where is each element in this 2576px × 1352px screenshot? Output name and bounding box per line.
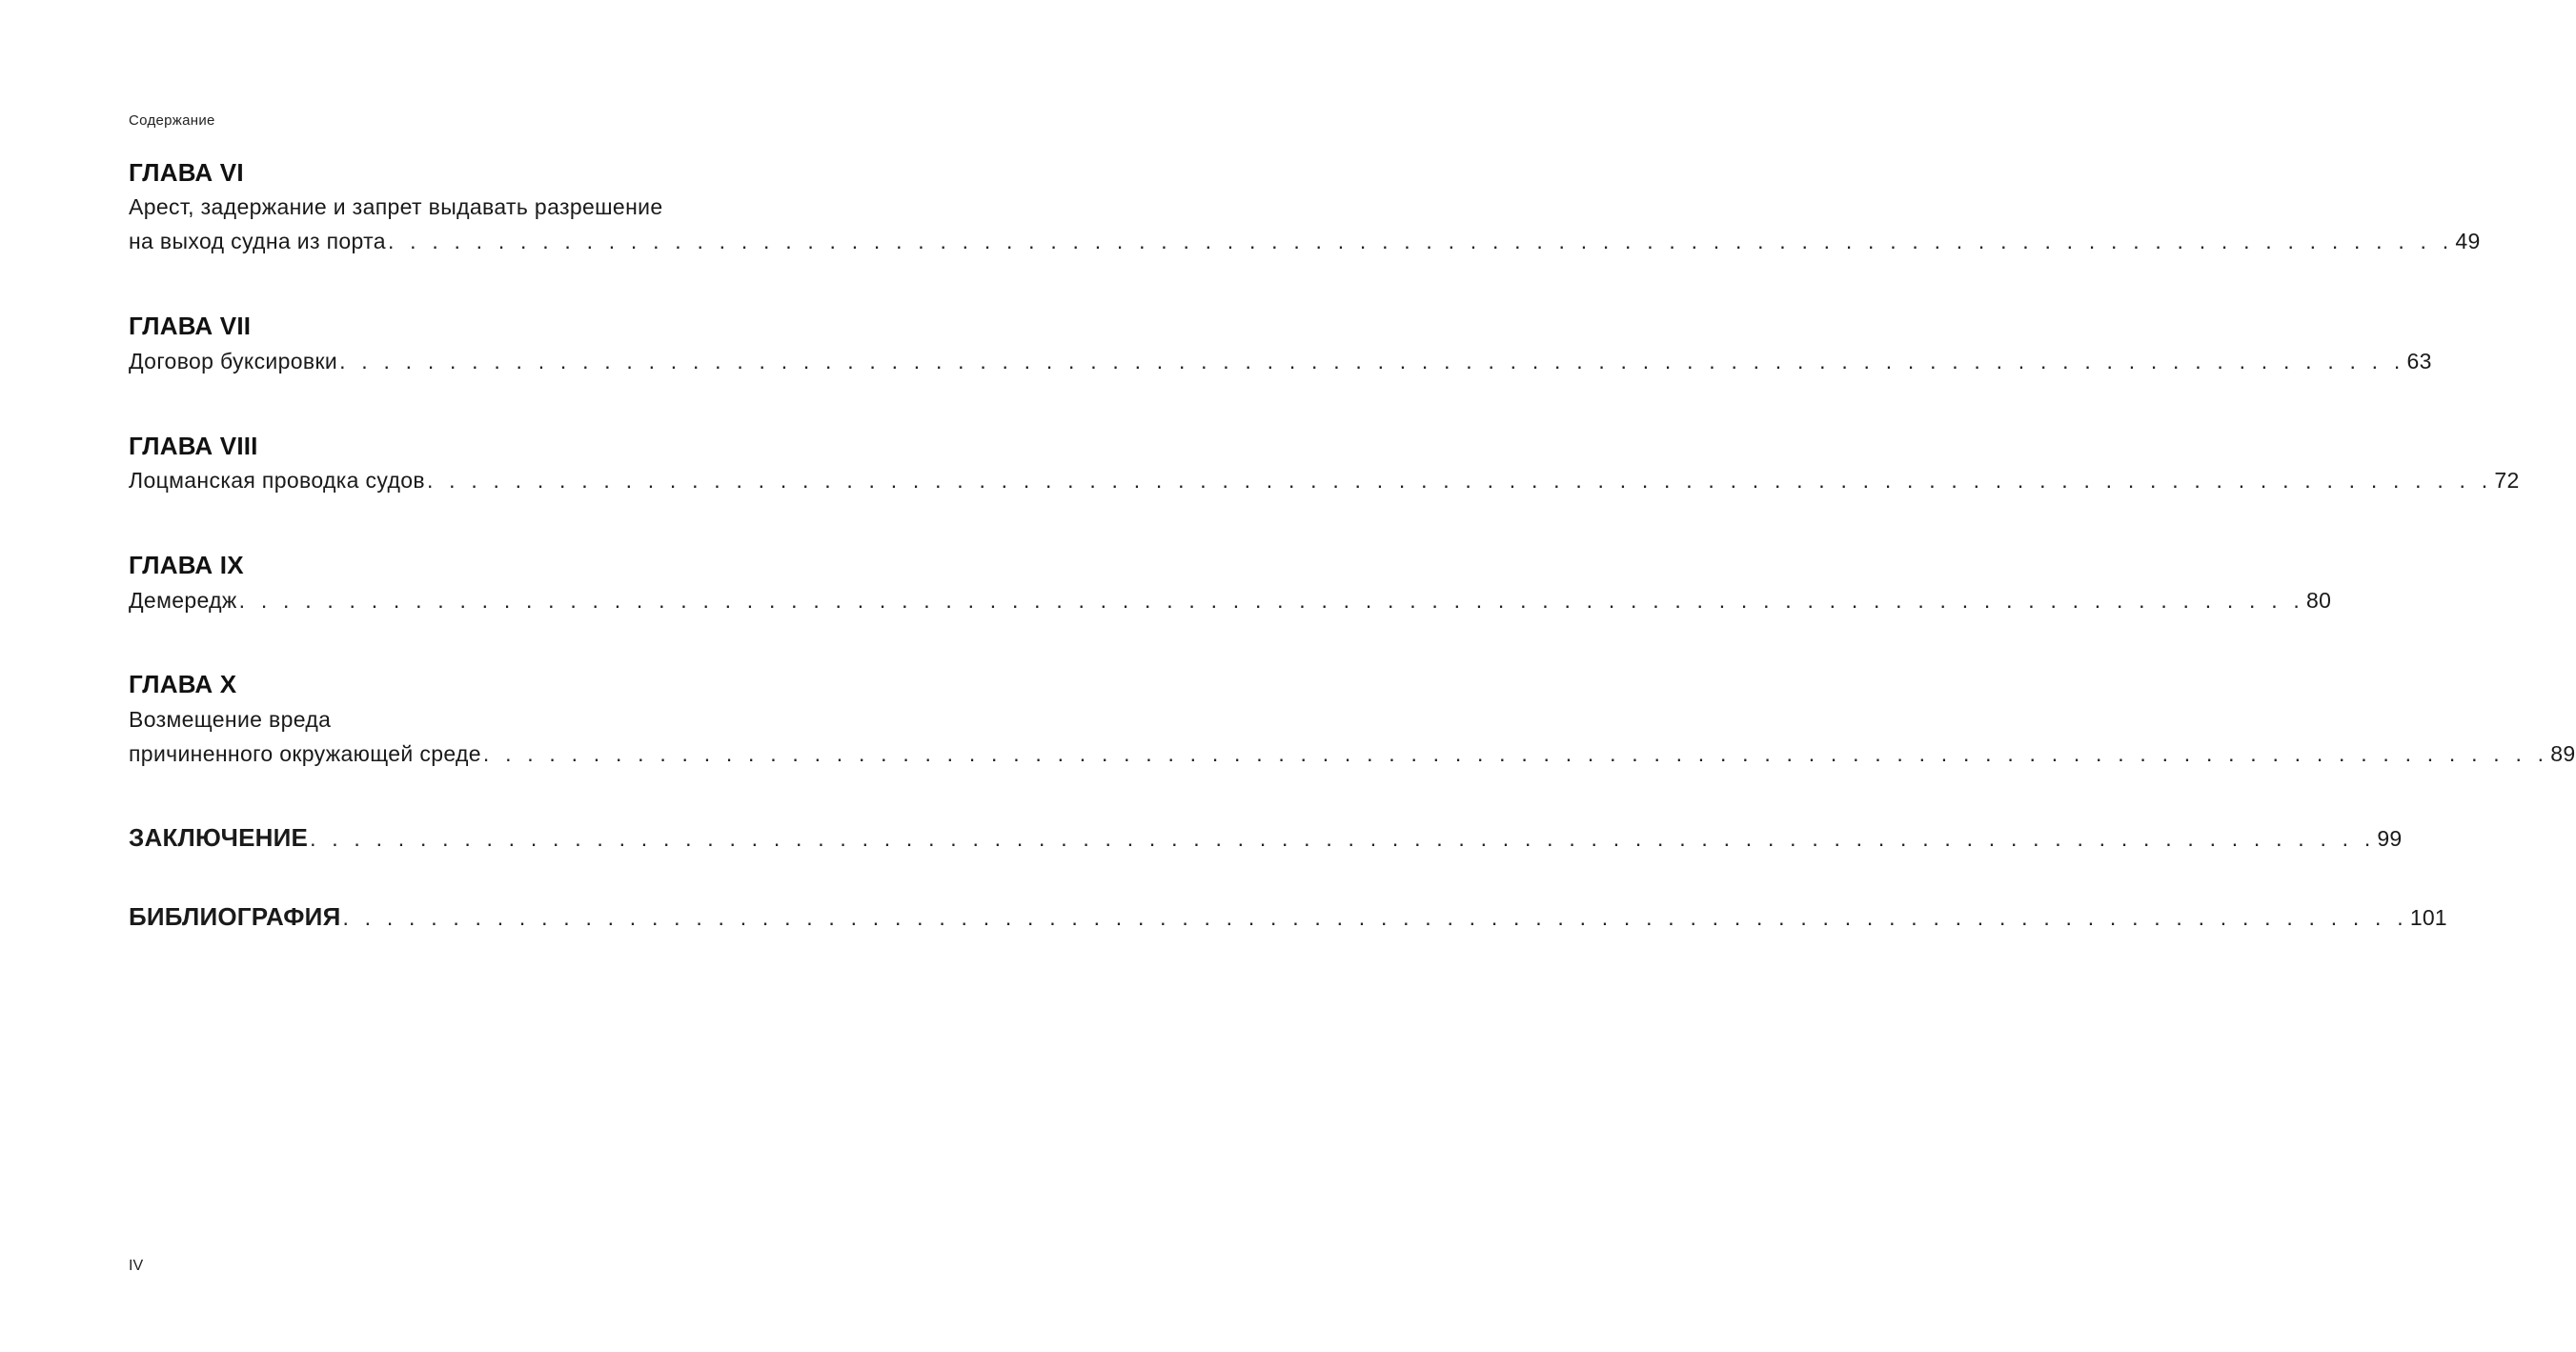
dot-leader: . . . . . . . . . . . . . . . . . . . . . . . . . . . . . . . . . . . . . . . . . . . . . . . . . . . . . . . . . . . . . . . . . . . . . . . . . . . . . . . . . . . . . . . . . . . . . .	[482, 741, 2549, 766]
toc-entry-title: причиненного окружающей среде	[129, 741, 481, 766]
toc-entry-conclusion[interactable]	[129, 823, 2403, 853]
dot-leader: . . . . . . . . . . . . . . . . . . . . . . . . . . . . . . . . . . . . . . . . . . . . . . . . . . . . . . . . . . . . . . . . . . . . . . . . . . . . . . . . . . . . . . . . . . . . . .	[339, 349, 2405, 373]
toc-entry-title: Договор буксировки	[129, 349, 338, 373]
toc-page-number: 89	[2550, 741, 2576, 766]
toc-entry-chapter-7[interactable]	[129, 347, 2432, 375]
toc-entry-title: Лоцманская проводка судов	[129, 468, 425, 493]
page-folio: IV	[129, 1258, 144, 1274]
toc-entry-bibliography[interactable]	[129, 902, 2447, 932]
toc-entry-chapter-8[interactable]	[129, 466, 2520, 494]
toc-entry-chapter-6[interactable]	[129, 227, 2481, 255]
toc-entry-chapter-10[interactable]	[129, 739, 2576, 768]
toc-entry-chapter-9[interactable]	[129, 586, 2332, 615]
toc-page-number: 49	[2455, 229, 2481, 253]
dot-leader: . . . . . . . . . . . . . . . . . . . . . . . . . . . . . . . . . . . . . . . . . . . . . . . . . . . . . . . . . . . . . . . . . . . . . . . . . . . . . . . . . . . . . . . . . . . . . .	[387, 229, 2454, 253]
toc-page-number: 72	[2494, 468, 2520, 493]
dot-leader: . . . . . . . . . . . . . . . . . . . . . . . . . . . . . . . . . . . . . . . . . . . . . . . . . . . . . . . . . . . . . . . . . . . . . . . . . . . . . . . . . . . . . . . . . . . . . .	[238, 588, 2305, 613]
toc-page-number: 99	[2377, 826, 2403, 851]
chapter-title-line: Возмещение вреда	[129, 707, 332, 732]
dot-leader: . . . . . . . . . . . . . . . . . . . . . . . . . . . . . . . . . . . . . . . . . . . . . . . . . . . . . . . . . . . . . . . . . . . . . . . . . . . . . . . . . . . . . . . . . . . . . .	[426, 468, 2493, 493]
toc-entry-title: ЗАКЛЮЧЕНИЕ	[129, 823, 309, 852]
toc-entry-title: Демередж	[129, 588, 237, 613]
chapter-title-line: Арест, задержание и запрет выдавать разрешение	[129, 194, 663, 219]
running-head: Содержание	[129, 112, 215, 129]
toc-entry-title: на выход судна из порта	[129, 229, 386, 253]
toc-page-number: 80	[2306, 588, 2332, 613]
toc-entry-title: БИБЛИОГРАФИЯ	[129, 902, 341, 931]
dot-leader: . . . . . . . . . . . . . . . . . . . . . . . . . . . . . . . . . . . . . . . . . . . . . . . . . . . . . . . . . . . . . . . . . . . . . . . . . . . . . . . . . . . . . . . . . . . . . .	[310, 826, 2376, 851]
chapter-heading-6: ГЛАВА VI	[129, 158, 244, 187]
chapter-heading-8: ГЛАВА VIII	[129, 432, 258, 460]
chapter-heading-7: ГЛАВА VII	[129, 312, 252, 340]
toc-page-number: 63	[2406, 349, 2432, 373]
chapter-heading-9: ГЛАВА IX	[129, 551, 244, 579]
dot-leader: . . . . . . . . . . . . . . . . . . . . . . . . . . . . . . . . . . . . . . . . . . . . . . . . . . . . . . . . . . . . . . . . . . . . . . . . . . . . . . . . . . . . . . . . . . . . . .	[342, 905, 2408, 930]
chapter-heading-10: ГЛАВА X	[129, 670, 237, 698]
toc-page-number: 101	[2409, 905, 2447, 930]
